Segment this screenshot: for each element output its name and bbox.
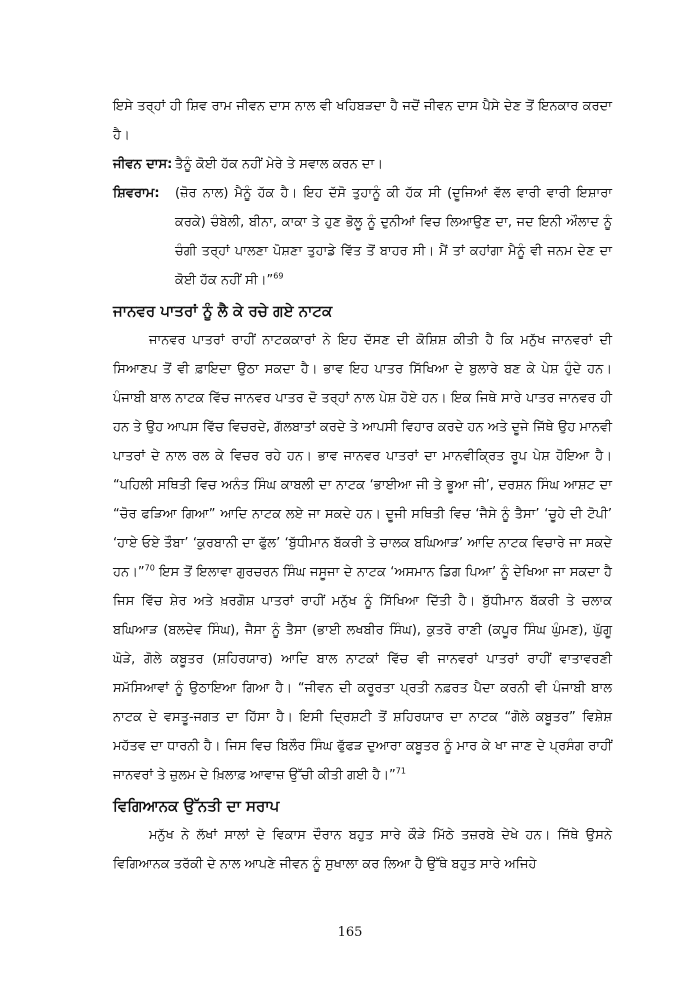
dialogue-text-jeevan-das: ਤੈਨੂੰ ਕੋਈ ਹੱਕ ਨਹੀਂ ਮੇਰੇ ਤੇ ਸਵਾਲ ਕਰਨ ਦਾ। [175, 157, 383, 172]
paragraph-animal-plays-part-b: ਇਸ ਤੋਂ ਇਲਾਵਾ ਗੁਰਚਰਨ ਸਿੰਘ ਜਸੂਜਾ ਦੇ ਨਾਟਕ ‘ਅਸਮਾਨ ਡਿਗ ਪਿਆ’ ਨੂੰ ਦੇਖਿਆ ਜਾ ਸਕਦਾ ਹੈ ਜਿਸ ਵਿੱਚ ਸ਼ੇਰ ਅਤੇ ਖ਼ਰਗੋਸ਼ ਪਾਤਰਾਂ ਰਾਹੀਂ ਮਨੁੱਖ ਨੂੰ ਸਿੱਖਿਆ ਦਿੱਤੀ ਹੈ। ਬੁੱਧੀਮਾਨ ਬੱਕਰੀ ਤੇ ਚਲਾਕ ਬਘਿਆੜ (ਬਲਦੇਵ ਸਿੰਘ), ਜੈਸਾ ਨੂੰ ਤੈਸਾ (ਭਾਈ ਲਖਬੀਰ ਸਿੰਘ), ਕੁਤਰੋ ਰਾਣੀ (ਕਪੂਰ ਸਿੰਘ ਘੁੰਮਣ), ਘੁੱਗੂ ਘੋੜੇ, ਗੋਲੇ ਕਬੂਤਰ (ਸ਼ਹਿਰਯਾਰ) ਆਦਿ ਬਾਲ ਨਾਟਕਾਂ ਵਿੱਚ ਵੀ ਜਾਨਵਰਾਂ ਪਾਤਰਾਂ ਰਾਹੀਂ ਵਾਤਾਵਰਣੀ ਸਮੱਸਿਆਵਾਂ ਨੂੰ ਉਠਾਇਆ ਗਿਆ ਹੈ। “ਜੀਵਨ ਦੀ ਕਰੂਰਤਾ ਪ੍ਰਤੀ ਨਫ਼ਰਤ ਪੈਦਾ ਕਰਨੀ ਵੀ ਪੰਜਾਬੀ ਬਾਲ ਨਾਟਕ ਦੇ ਵਸਤੂ-ਜਗਤ ਦਾ ਹਿੱਸਾ ਹੈ। ਇਸੀ ਦ੍ਰਿਸ਼ਟੀ ਤੋਂ ਸ਼ਹਿਰਯਾਰ ਦਾ ਨਾਟਕ “ਗੋਲੇ ਕਬੂਤਰ” ਵਿਸ਼ੇਸ਼ ਮਹੱਤਵ ਦਾ ਧਾਰਨੀ ਹੈ। ਜਿਸ ਵਿਚ ਬਿਲੌਰ ਸਿੰਘ ਫੁੱਫੜ ਦੁਆਰਾ ਕਬੂਤਰ ਨੂੰ ਮਾਰ ਕੇ ਖਾ ਜਾਣ ਦੇ ਪ੍ਰਸੰਗ ਰਾਹੀਂ ਜਾਨਵਰਾਂ ਤੇ ਜ਼ੁਲਮ ਦੇ ਖ਼ਿਲਾਫ਼ ਆਵਾਜ਼ ਉੱਚੀ ਕੀਤੀ ਗਈ ਹੈ।” [113, 565, 612, 783]
speaker-shivram: ਸ਼ਿਵਰਾਮ: [113, 186, 160, 201]
speaker-jeevan-das: ਜੀਵਨ ਦਾਸ: [113, 157, 173, 172]
section-heading-animal-plays: ਜਾਨਵਰ ਪਾਤਰਾਂ ਨੂੰ ਲੈ ਕੇ ਰਚੇ ਗਏ ਨਾਟਕ [113, 302, 333, 320]
paragraph-animal-plays-part-a: ਜਾਨਵਰ ਪਾਤਰਾਂ ਰਾਹੀਂ ਨਾਟਕਕਾਰਾਂ ਨੇ ਇਹ ਦੱਸਣ ਦੀ ਕੋਸ਼ਿਸ਼ ਕੀਤੀ ਹੈ ਕਿ ਮਨੁੱਖ ਜਾਨਵਰਾਂ ਦੀ ਸਿਆਣਪ ਤੋਂ ਵੀ ਫ਼ਾਇਦਾ ਉਠਾ ਸਕਦਾ ਹੈ। ਭਾਵ ਇਹ ਪਾਤਰ ਸਿੱਖਿਆ ਦੇ ਬੁਲਾਰੇ ਬਣ ਕੇ ਪੇਸ਼ ਹੁੰਦੇ ਹਨ। ਪੰਜਾਬੀ ਬਾਲ ਨਾਟਕ ਵਿੱਚ ਜਾਨਵਰ ਪਾਤਰ ਦੋ ਤਰ੍ਹਾਂ ਨਾਲ ਪੇਸ਼ ਹੋਏ ਹਨ। ਇਕ ਜਿਥੇ ਸਾਰੇ ਪਾਤਰ ਜਾਨਵਰ ਹੀ ਹਨ ਤੇ ਉਹ ਆਪਸ ਵਿੱਚ ਵਿਚਰਦੇ, ਗੱਲਬਾਤਾਂ ਕਰਦੇ ਤੇ ਆਪਸੀ ਵਿਹਾਰ ਕਰਦੇ ਹਨ ਅਤੇ ਦੂਜੇ ਜਿੱਥੇ ਉਹ ਮਾਨਵੀ ਪਾਤਰਾਂ ਦੇ ਨਾਲ ਰਲ ਕੇ ਵਿਚਰ ਰਹੇ ਹਨ। ਭਾਵ ਜਾਨਵਰ ਪਾਤਰਾਂ ਦਾ ਮਾਨਵੀਕ੍ਰਿਤ ਰੂਪ ਪੇਸ਼ ਹੋਇਆ ਹੈ। “ਪਹਿਲੀ ਸਥਿਤੀ ਵਿਚ ਅਨੰਤ ਸਿੰਘ ਕਾਬਲੀ ਦਾ ਨਾਟਕ ‘ਭਾਈਆ ਜੀ ਤੇ ਭੂਆ ਜੀ’, ਦਰਸ਼ਨ ਸਿੰਘ ਆਸ਼ਟ ਦਾ “ਚੋਰ ਫੜਿਆ ਗਿਆ” ਆਦਿ ਨਾਟਕ ਲਏ ਜਾ ਸਕਦੇ ਹਨ। ਦੂਜੀ ਸਥਿਤੀ ਵਿਚ ‘ਜੈਸੇ ਨੂੰ ਤੈਸਾ’ ‘ਚੂਹੇ ਦੀ ਟੋਪੀ’ ‘ਹਾਏ ਓਏ ਤੌਬਾ’ ‘ਕੁਰਬਾਨੀ ਦਾ ਫੁੱਲ’ ‘ਬੁੱਧੀਮਾਨ ਬੱਕਰੀ ਤੇ ਚਾਲਕ ਬਘਿਆੜ’ ਆਦਿ ਨਾਟਕ ਵਿਚਾਰੇ ਜਾ ਸਕਦੇ ਹਨ।” [113, 333, 612, 580]
page-number: 165 [337, 925, 363, 940]
intro-paragraph: ਇਸੇ ਤਰ੍ਹਾਂ ਹੀ ਸ਼ਿਵ ਰਾਮ ਜੀਵਨ ਦਾਸ ਨਾਲ ਵੀ ਖਹਿਬੜਦਾ ਹੈ ਜਦੋਂ ਜੀਵਨ ਦਾਸ ਪੈਸੇ ਦੇਣ ਤੋਂ ਇਨਕਾਰ ਕਰਦਾ ਹੈ। [113, 99, 612, 143]
footnote-ref-71: 71 [395, 766, 406, 776]
document-page [113, 92, 612, 879]
footnote-ref-70: 70 [144, 563, 155, 573]
footnote-ref-69: 69 [273, 271, 284, 281]
section-heading-science-curse: ਵਿਗਿਆਨਕ ਉੱਨਤੀ ਦਾ ਸਰਾਪ [113, 797, 280, 815]
dialogue-line-jeevan-das [113, 150, 612, 179]
paragraph-science-curse: ਮਨੁੱਖ ਨੇ ਲੱਖਾਂ ਸਾਲਾਂ ਦੇ ਵਿਕਾਸ ਦੌਰਾਨ ਬਹੁਤ ਸਾਰੇ ਕੌੜੇ ਮਿੱਠੇ ਤਜ਼ਰਬੇ ਦੇਖੇ ਹਨ। ਜਿੱਥੇ ਉਸਨੇ ਵਿਗਿਆਨਕ ਤਰੱਕੀ ਦੇ ਨਾਲ ਆਪਣੇ ਜੀਵਨ ਨੂੰ ਸੁਖਾਲਾ ਕਰ ਲਿਆ ਹੈ ਉੱਥੇ ਬਹੁਤ ਸਾਰੇ ਅਜਿਹੇ [113, 828, 612, 872]
paragraph-animal-plays [113, 326, 612, 790]
dialogue-line-shivram [113, 179, 612, 295]
dialogue-text-shivram [175, 179, 612, 295]
dialogue-text-shivram-body: (ਜ਼ੋਰ ਨਾਲ) ਮੈਨੂੰ ਹੱਕ ਹੈ। ਇਹ ਦੱਸੋ ਤੁਹਾਨੂੰ ਕੀ ਹੱਕ ਸੀ (ਦੂਜਿਆਂ ਵੱਲ ਵਾਰੀ ਵਾਰੀ ਇਸ਼ਾਰਾ ਕਰਕੇ) ਚੰਬੇਲੀ, ਬੀਨਾ, ਕਾਕਾ ਤੇ ਹੁਣ ਭੋਲੂ ਨੂੰ ਦੁਨੀਆਂ ਵਿਚ ਲਿਆਉਣ ਦਾ, ਜਦ ਇਨੀ ਔਲਾਦ ਨੂੰ ਚੰਗੀ ਤਰ੍ਹਾਂ ਪਾਲਣਾ ਪੋਸ਼ਣਾ ਤੁਹਾਡੇ ਵਿੱਤ ਤੋਂ ਬਾਹਰ ਸੀ। ਮੈਂ ਤਾਂ ਕਹਾਂਗਾ ਮੈਨੂੰ ਵੀ ਜਨਮ ਦੇਣ ਦਾ ਕੋਈ ਹੱਕ ਨਹੀਂ ਸੀ।” [175, 186, 612, 288]
